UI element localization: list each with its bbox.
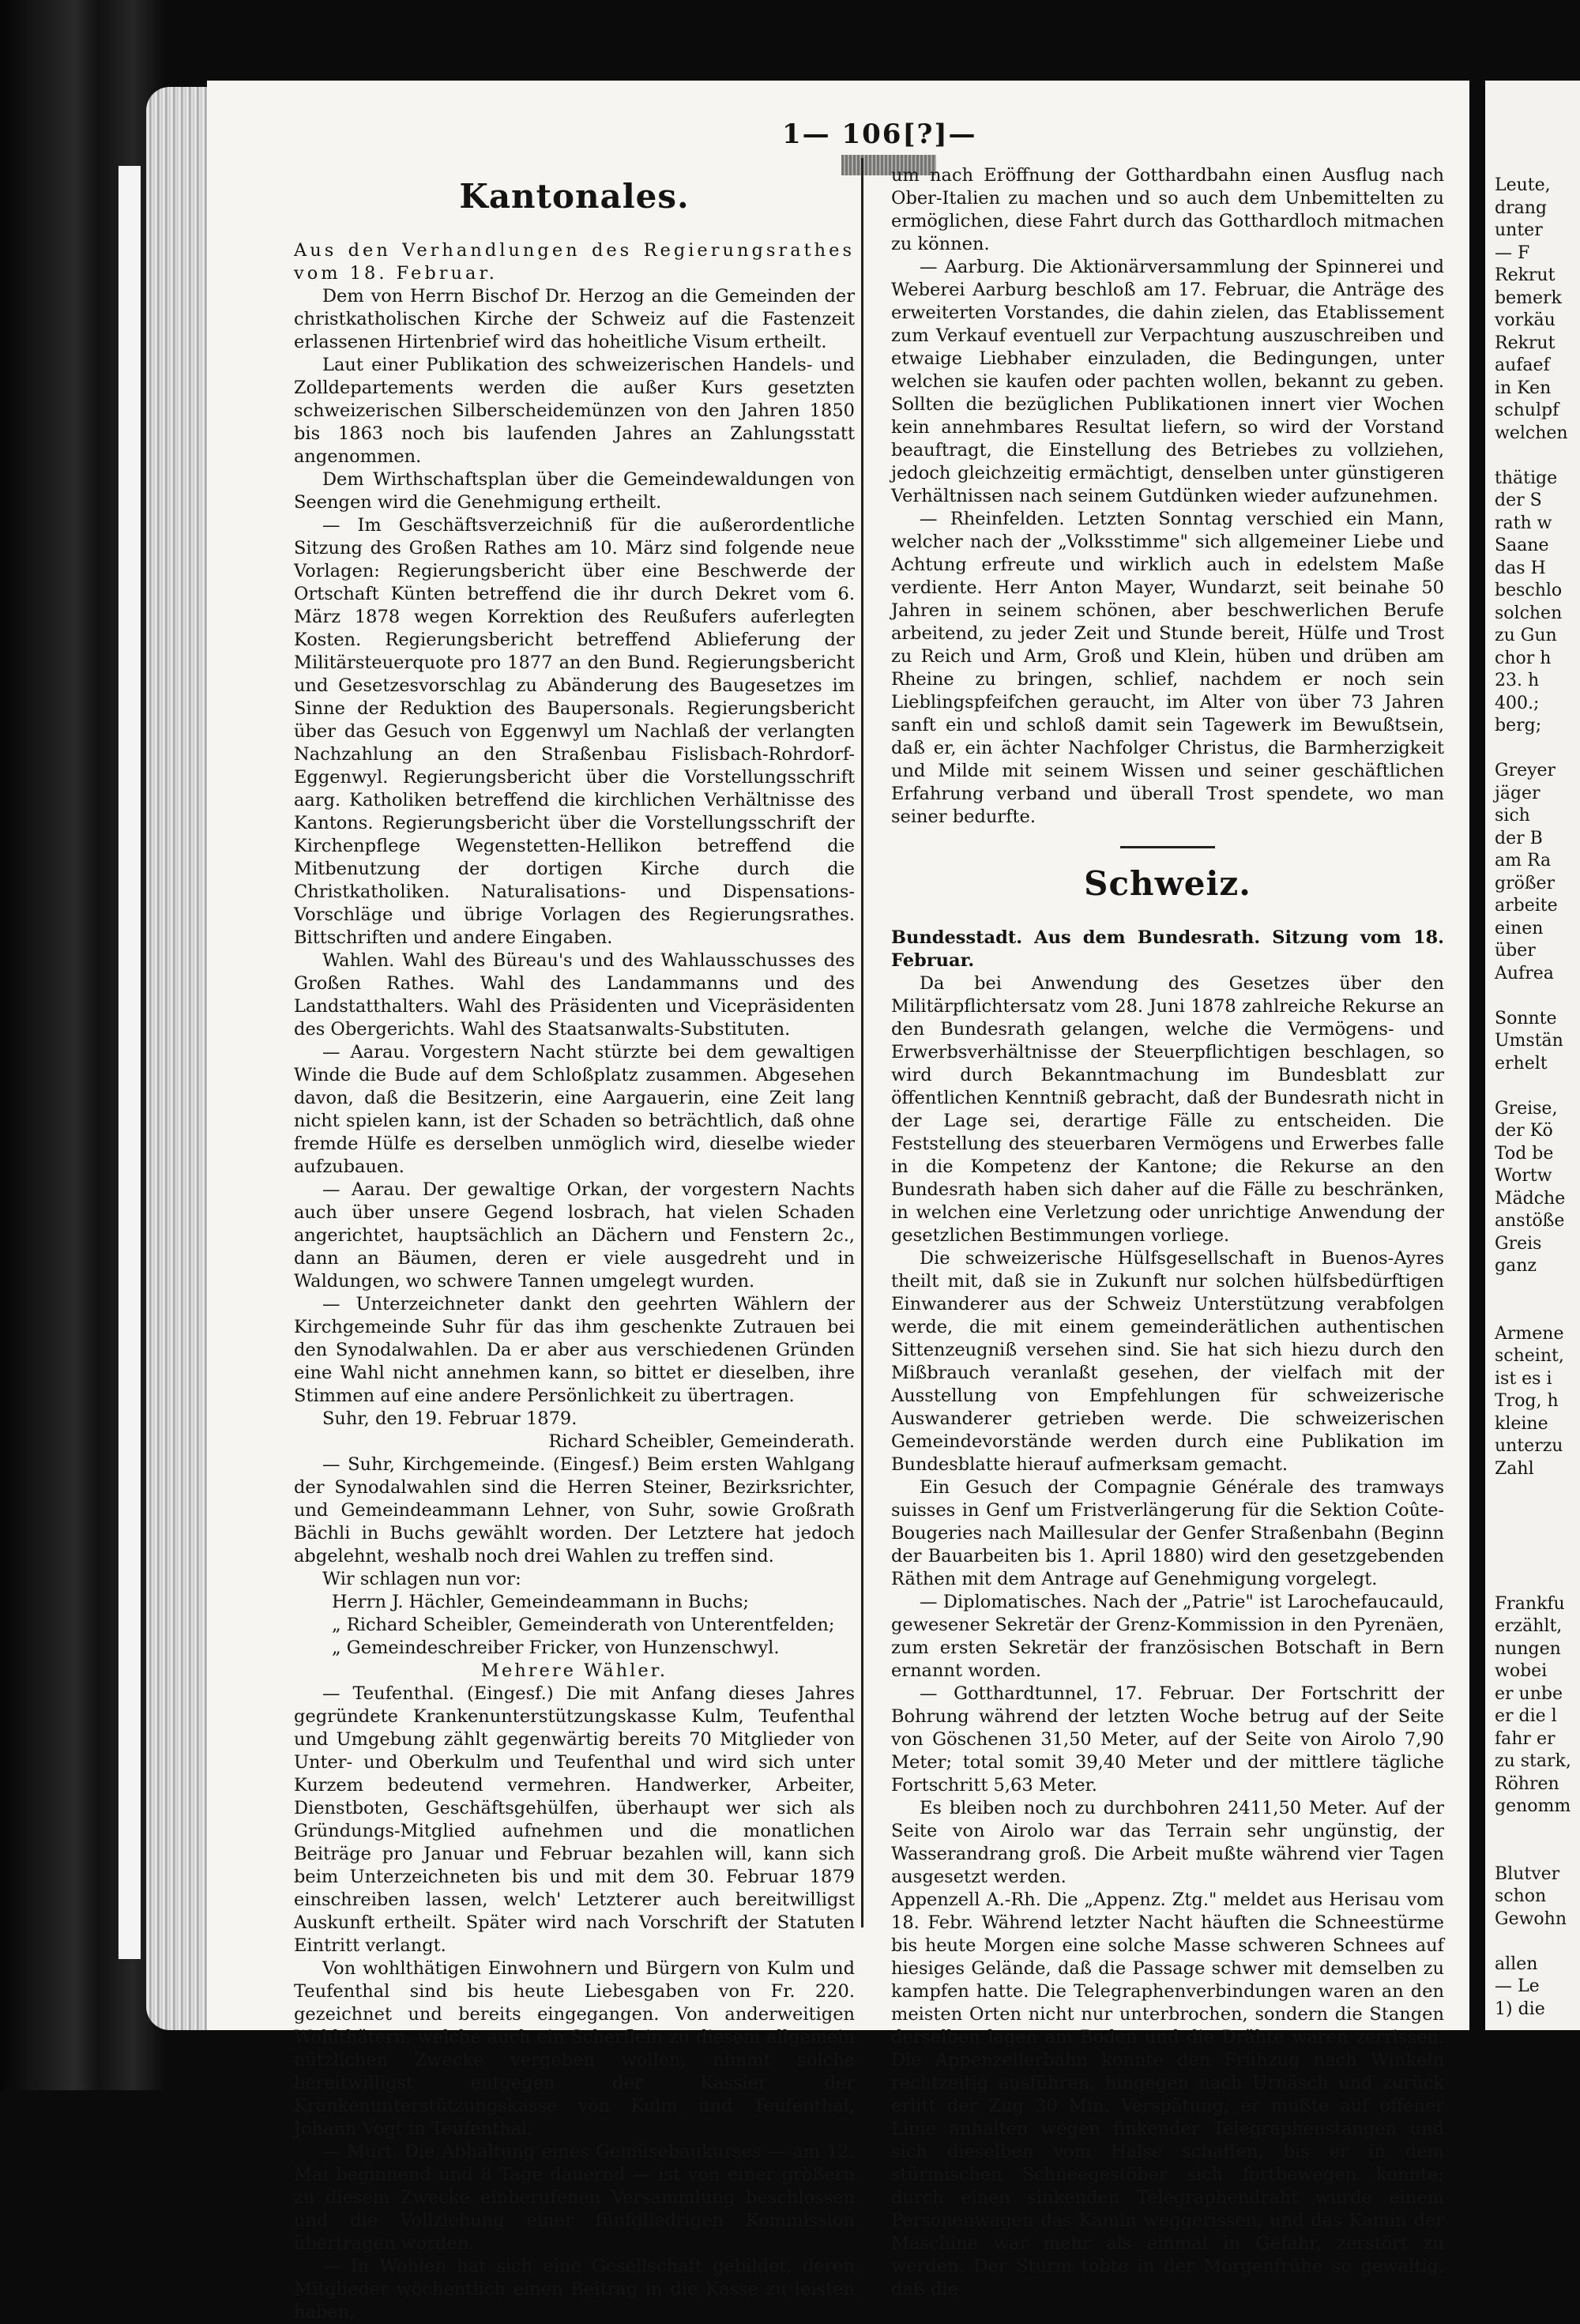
article-paragraph: um nach Eröffnung der Gotthardbahn einen Ausflug nach Ober-Italien zu machen und so auch dem Unbemittelten zu ermöglichen, diese Fahrt durch das Gotthardloch mitmachen zu können. [891, 165, 1444, 254]
adjacent-page-fragment [1485, 81, 1580, 2030]
section-title-schweiz: Schweiz. [1084, 864, 1251, 903]
adjacent-page-line: zu Gun [1495, 626, 1557, 645]
adjacent-page-line: der B [1495, 828, 1543, 848]
adjacent-page-line: anstöße [1495, 1211, 1565, 1231]
adjacent-page-line: 400.; [1495, 693, 1540, 713]
adjacent-page-line: aufaef [1495, 355, 1550, 375]
adjacent-page-line: am Ra [1495, 851, 1552, 871]
adjacent-page-line: schulpf [1495, 400, 1559, 420]
adjacent-page-line: Zahl [1495, 1458, 1534, 1479]
adjacent-page-line: Röhren [1495, 1773, 1559, 1794]
section-title-kantonales: Kantonales. [459, 177, 690, 216]
adjacent-page-line: Blutver [1495, 1863, 1560, 1884]
adjacent-page-line: erhelt [1495, 1053, 1548, 1074]
signature: Mehrere Wähler. [480, 1660, 668, 1681]
adjacent-page-line: ganz [1495, 1256, 1537, 1276]
adjacent-page-line: allen [1495, 1954, 1538, 1974]
article-paragraph: Appenzell A.-Rh. Die „Appenz. Ztg." meldet aus Herisau vom 18. Febr. Während letzter Nacht häuften die Schneestürme bis heute Morgen eine solche Masse schweren Schnees auf hiesiges Gelände, daß die Passage schwer mit demselben zu kampfen hatte. Die Telegraphenverbindungen waren an den meisten Orten nicht nur unterbrochen, sondern die Stangen derselben lagen am Boden und die Drähte waren zerrissen. Die Appenzellerbahn konnte den Frühzug nach Winkeln rechtzeitig ausführen, hingegen nach Urnäsch und zurück erlitt der Zug 30 Min. Verspätung; er mußte auf offener Linie anhalten wegen finkender Telegraphenstangen und sich dieselben vom Halse schaffen, bis er in dem stürmischen Schneegestöber sich fortbewegen konnte; durch einen sinkenden Telegraphendraht wurde einem Personenwagen das Kamin weggerissen, und das Kamin der Maschine war mehr als einmal in Gefahr, zerstört zu werden. Der Sturm tobte in der Morgenfrühe so gewaltig, daß die [891, 1890, 1444, 2300]
article-paragraph: — Murt. Die Abhaltung eines Gemüsebaukurses — am 12. Mai beginnend und 8 Tage dauernd — ist von einer größern zu diesem Zwecke einberufenen Versammlung beschlossen und die Vollziehung einer fünfgliedrigen Kommission übertragen worden. [294, 2142, 855, 2254]
adjacent-page-line: arbeite [1495, 896, 1558, 916]
adjacent-page-line: zu stark, [1495, 1751, 1571, 1771]
article-paragraph: Es bleiben noch zu durchbohren 2411,50 Meter. Auf der Seite von Airolo war das Terrain sehr ungünstig, der Wasserandrang groß. Die Arbeit mußte während vier Tagen ausgesetzt werden. [891, 1798, 1444, 1887]
adjacent-page-line: sich [1495, 806, 1530, 825]
scan-margin-strip [118, 166, 141, 1959]
adjacent-page-line: jäger [1495, 783, 1540, 803]
adjacent-page-line: beschlo [1495, 581, 1563, 600]
adjacent-page-line: rath w [1495, 513, 1552, 533]
article-paragraph: — Gotthardtunnel, 17. Februar. Der Fortschritt der Bohrung während der letzten Woche betrug auf der Seite von Göschenen 31,50 Meter, auf der Seite von Airolo 7,90 Meter; total somit 39,40 Meter und der mittlere tägliche Fortschritt 5,63 Meter. [891, 1683, 1444, 1796]
page-number: 1— 106[?]— [782, 118, 977, 150]
adjacent-page-line: Umstän [1495, 1031, 1563, 1051]
candidate-list-item: Herrn J. Hächler, Gemeindeammann in Buchs; [332, 1592, 749, 1612]
article-paragraph: Da bei Anwendung des Gesetzes über den Militärpflichtersatz vom 28. Juni 1878 zahlreiche Rekurse an den Bundesrath gelangen, welche die Vermögens- und Erwerbsverhältnisse der Steuerpflichtigen beschlagen, so wird durch Bekanntmachung im Bundesblatt zur öffentlichen Kenntniß gebracht, daß der Bundesrath nicht in der Lage sei, derartige Fälle zu entscheiden. Die Feststellung des steuerbaren Vermögens und Erwerbes falle in die Kompetenz der Kantone; die Rekurse an den Bundesrath haben sich daher auf die Fälle zu beschränken, in welchen eine Verletzung oder unrichtige Anwendung der gesetzlichen Bestimmungen vorliege. [891, 973, 1444, 1246]
article-paragraph: Von wohlthätigen Einwohnern und Bürgern von Kulm und Teufenthal sind bis heute Liebesgaben von Fr. 220. gezeichnet und bereits eingegangen. Von anderweitigen Wohlthätern, welche auch ein Scherflein zu diesem allgemein nützlichen Zwecke vergeben wollen, nimmt solche bereitwilligst entgegen der Kassier der Krankenunterstützungskasse von Kulm und Teufenthal, Johann Vogt in Teufenthal. [294, 1958, 855, 2139]
article-paragraph: Die schweizerische Hülfsgesellschaft in Buenos-Ayres theilt mit, daß sie in Zukunft nur solchen hülfsbedürftigen Einwanderer aus der Schweiz Unterstützung verabfolgen werde, die mit einem gemeinderätlichen authentischen Sittenzeugniß versehen sind. Sie hat sich hiezu durch den Mißbrauch veranlaßt gesehen, der vielfach mit der Ausstellung von Empfehlungen für schweizerische Auswanderer getrieben werde. Die schweizerischen Gemeindevorstände werden durch eine Publikation im Bundesblatte hierauf aufmerksam gemacht. [891, 1248, 1444, 1475]
adjacent-page-line: Leute, [1495, 175, 1551, 195]
signature: Richard Scheibler, Gemeinderath. [548, 1431, 855, 1452]
adjacent-page-line: Wortw [1495, 1166, 1552, 1186]
adjacent-page-line: Sonnte [1495, 1008, 1557, 1029]
left-column [294, 164, 855, 2324]
adjacent-page-line: Frankfu [1495, 1593, 1565, 1614]
adjacent-page-line: unterzu [1495, 1436, 1563, 1456]
adjacent-page-line: — Le [1495, 1976, 1540, 1996]
adjacent-page-line: der Kö [1495, 1121, 1553, 1141]
adjacent-page-line: das H [1495, 558, 1546, 578]
article-paragraph: Laut einer Publikation des schweizerischen Handels- und Zolldepartements werden die außer Kurs gesetzten schweizerischen Silberscheidemünzen von den Jahren 1850 bis 1863 noch bis laufenden Jahres an Zahlungsstatt angenommen. [294, 355, 855, 467]
article-paragraph: Wahlen. Wahl des Büreau's und des Wahlausschusses des Großen Rathes. Wahl des Landammanns und des Landstatthalters. Wahl des Präsidenten und Vicepräsidenten des Obergerichts. Wahl des Staatsanwalts-Substituten. [294, 950, 855, 1040]
adjacent-page-line: er unbe [1495, 1683, 1563, 1704]
article-paragraph: Ein Gesuch der Compagnie Générale des tramways suisses in Genf um Fristverlängerung für die Sektion Coûte-Bougeries nach Maillesular der Genfer Straßenbahn (Beginn der Bauarbeiten bis 1. April 1880) wird den gesetzgebenden Räthen mit dem Antrage auf Genehmigung vorgelegt. [891, 1477, 1444, 1589]
article-heading: Aus den Verhandlungen des Regierungsrathes vom 18. Februar. [294, 240, 855, 284]
adjacent-page-line: fahr er [1495, 1728, 1556, 1749]
section-separator [1120, 846, 1215, 848]
adjacent-page-line: vorkäu [1495, 310, 1556, 330]
candidate-list-item: „ Gemeindeschreiber Fricker, von Hunzenschwyl. [332, 1638, 780, 1658]
adjacent-page-line: Saane [1495, 536, 1549, 555]
book-spine-edge [0, 0, 166, 2090]
adjacent-page-line: genomm [1495, 1796, 1571, 1816]
article-paragraph: — In Wohlen hat sich eine Gesellschaft gebildet, deren Mitglieder wöchentlich einen Beitrag in die Kasse zu leisten haben, [294, 2256, 855, 2322]
article-paragraph: — Im Geschäftsverzeichniß für die außerordentliche Sitzung des Großen Rathes am 10. März sind folgende neue Vorlagen: Regierungsbericht über eine Beschwerde der Ortschaft Künten betreffend die ihr durch Dekret vom 6. März 1878 wegen Korrektion des Reußufers auferlegten Kosten. Regierungsbericht betreffend Ablieferung der Militärsteuerquote pro 1877 an den Bund. Regierungsbericht und Gesetzesvorschlag zu Abänderung des Baugesetzes im Sinne der Reduktion des Baupersonals. Regierungsbericht über das Gesuch von Eggenwyl um Nachlaß der verlangten Nachzahlung an den Straßenbau Fislisbach-Rohrdorf-Eggenwyl. Regierungsbericht über die Vorstellungsschrift aarg. Katholiken betreffend die kirchlichen Verhältnisse des Kantons. Regierungsbericht über die Vorstellungsschrift der Kirchenpflege Wegenstetten-Hellikon betreffend die Mitbenutzung der dortigen Kirche durch die Christkatholiken. Naturalisations- und Dispensations-Vorschläge und übrige Vorlagen des Regierungsrathes. Bittschriften und andere Eingaben. [294, 515, 855, 948]
article-paragraph: — Aarau. Der gewaltige Orkan, der vorgestern Nachts auch über unsere Gegend losbrach, hat vielen Schaden angerichtet, hauptsächlich an Dächern und Fenstern 2c., dann an Bäumen, deren er viele ausgedreht und in Waldungen, wo schwere Tannen umgelegt wurden. [294, 1179, 855, 1292]
right-column [891, 164, 1444, 2301]
adjacent-page-line: kleine [1495, 1413, 1548, 1434]
article-paragraph: Wir schlagen nun vor: [322, 1569, 521, 1589]
adjacent-page-line: Trog, h [1495, 1391, 1559, 1411]
article-paragraph: — Rheinfelden. Letzten Sonntag verschied ein Mann, welcher nach der „Volksstimme" sich allgemeiner Liebe und Achtung erfreute und wirklich auch in edelstem Maße verdiente. Herr Anton Mayer, Wundarzt, seit beinahe 50 Jahren in seinem schönen, aber beschwerlichen Berufe arbeitend, zu jeder Zeit und Stunde bereit, Hülfe und Trost zu Reich und Arm, Groß und Klein, hüben und drüben am Rheine zu bringen, schlief, nachdem er noch sein Lieblingspfeifchen geraucht, im Alter von über 73 Jahren sanft ein und schloß damit sein Tagewerk im Bewußtsein, daß er, ein ächter Nachfolger Christus, die Barmherzigkeit und Milde mit seinem Wissen und seiner geschäftlichen Erfahrung verband und überall Trost spendete, wo man seiner bedurfte. [891, 509, 1444, 827]
adjacent-page-line: Greyer [1495, 761, 1556, 780]
article-paragraph: — Teufenthal. (Eingesf.) Die mit Anfang dieses Jahres gegründete Krankenunterstützungskasse Kulm, Teufenthal und Umgebung zählt gegenwärtig bereits 70 Mitglieder von Unter- und Oberkulm und Teufenthal und wird sich unter Kurzem bedeutend vermehren. Handwerker, Arbeiter, Dienstboten, Geschäftsgehülfen, überhaupt wer sich als Gründungs-Mitglied aufnehmen und die monatlichen Beiträge pro Januar und Februar bezahlen will, kann sich beim Unterzeichneten bis und mit dem 30. Februar 1879 einschreiben lassen, welch' Letzterer auch bereitwilligst Auskunft ertheilt. Später wird nach Vorschrift der Statuten Eintritt verlangt. [294, 1683, 855, 1956]
candidate-list-item: „ Richard Scheibler, Gemeinderath von Unterentfelden; [332, 1615, 835, 1635]
column-divider [861, 158, 863, 1927]
adjacent-page-line: nungen [1495, 1638, 1561, 1659]
adjacent-page-line: bemerk [1495, 288, 1562, 308]
adjacent-page-line: erzählt, [1495, 1616, 1563, 1636]
article-dateline: Suhr, den 19. Februar 1879. [322, 1408, 577, 1429]
adjacent-page-line: thätige [1495, 468, 1558, 488]
adjacent-page-line: Rekrut [1495, 333, 1556, 353]
adjacent-page-line: in Ken [1495, 378, 1552, 398]
adjacent-page-line: Mädche [1495, 1188, 1566, 1209]
adjacent-page-line: er die l [1495, 1706, 1557, 1726]
adjacent-page-line: solchen [1495, 603, 1563, 623]
adjacent-page-line: unter [1495, 220, 1543, 240]
article-paragraph: — Unterzeichneter dankt den geehrten Wählern der Kirchgemeinde Suhr für das ihm geschenkte Zutrauen bei den Synodalwahlen. Da er aber aus verschiedenen Gründen eine Wahl nicht annehmen kann, so bittet er dieselben, ihre Stimmen auf eine andere Persönlichkeit zu übertragen. [294, 1294, 855, 1406]
adjacent-page-line: über [1495, 941, 1536, 961]
adjacent-page-line: einen [1495, 918, 1544, 938]
adjacent-page-line: größer [1495, 873, 1556, 893]
article-paragraph: — Suhr, Kirchgemeinde. (Eingesf.) Beim ersten Wahlgang der Synodalwahlen sind die Herren Steiner, Bezirksrichter, und Gemeindeammann Lehner, von Suhr, sowie Großrath Bächli in Buchs gewählt worden. Der Letztere hat jedoch abgelehnt, weshalb noch drei Wahlen zu treffen sind. [294, 1454, 855, 1566]
article-paragraph: — Diplomatisches. Nach der „Patrie" ist Larochefaucauld, gewesener Sekretär der Grenz-Kommission in den Pyrenäen, zum ersten Sekretär der französischen Botschaft in Bern ernannt worden. [891, 1592, 1444, 1681]
adjacent-page-line: chor h [1495, 648, 1552, 668]
adjacent-page-line: 1) die [1495, 1999, 1545, 2019]
adjacent-page-line: ist es i [1495, 1368, 1552, 1389]
adjacent-page-line: welchen [1495, 423, 1568, 443]
adjacent-page-line: Gewohn [1495, 1908, 1567, 1929]
adjacent-page-line: berg; [1495, 716, 1542, 735]
adjacent-page-line: — F [1495, 243, 1530, 263]
adjacent-page-line: der S [1495, 491, 1542, 510]
adjacent-page-line: Armene [1495, 1323, 1564, 1344]
adjacent-page-line: Aufrea [1495, 963, 1554, 983]
article-paragraph: Dem Wirthschaftsplan über die Gemeindewaldungen von Seengen wird die Genehmigung ertheilt. [294, 469, 855, 513]
article-paragraph: — Aarburg. Die Aktionärversammlung der Spinnerei und Weberei Aarburg beschloß am 17. Februar, die Anträge des erweiterten Vorstandes, die dahin zielen, das Etablissement zum Verkauf eventuell zur Verpachtung auszuschreiben und etwaige Liebhaber einzuladen, die Bedingungen, unter welchen sie kaufen oder pachten wollen, bekannt zu geben. Sollten die bezüglichen Publikationen innert vier Wochen kein annehmbares Resultat liefern, so wird der Vorstand beauftragt, die Einstellung des Betriebes zu vollziehen, jedoch gleichzeitig ermächtigt, denselben unter günstigeren Verhältnissen nach seinem Gutdünken wieder aufzunehmen. [891, 257, 1444, 506]
article-paragraph: — Aarau. Vorgestern Nacht stürzte bei dem gewaltigen Winde die Bude auf dem Schloßplatz zusammen. Abgesehen davon, daß die Besitzerin, eine Aargauerin, eine Zeit lang nicht spielen kann, ist der Schaden so beträchtlich, daß ohne fremde Hülfe es derselben unmöglich wird, dieselbe wieder aufzubauen. [294, 1042, 855, 1177]
adjacent-page-line: schon [1495, 1886, 1547, 1906]
article-paragraph: Dem von Herrn Bischof Dr. Herzog an die Gemeinden der christkatholischen Kirche der Schweiz auf die Fastenzeit erlassenen Hirtenbrief wird das hoheitliche Visum ertheilt. [294, 286, 855, 352]
adjacent-page-line: drang [1495, 197, 1547, 218]
adjacent-page-line: Greise, [1495, 1098, 1558, 1119]
adjacent-page-line: wobei [1495, 1661, 1548, 1681]
adjacent-page-line: Greis [1495, 1233, 1542, 1254]
article-heading: Bundesstadt. Aus dem Bundesrath. Sitzung vom 18. Februar. [891, 927, 1444, 971]
adjacent-page-line: 23. h [1495, 671, 1540, 690]
adjacent-page-line: Rekrut [1495, 265, 1556, 285]
adjacent-page-line: Tod be [1495, 1143, 1554, 1164]
adjacent-page-line: scheint, [1495, 1346, 1564, 1366]
